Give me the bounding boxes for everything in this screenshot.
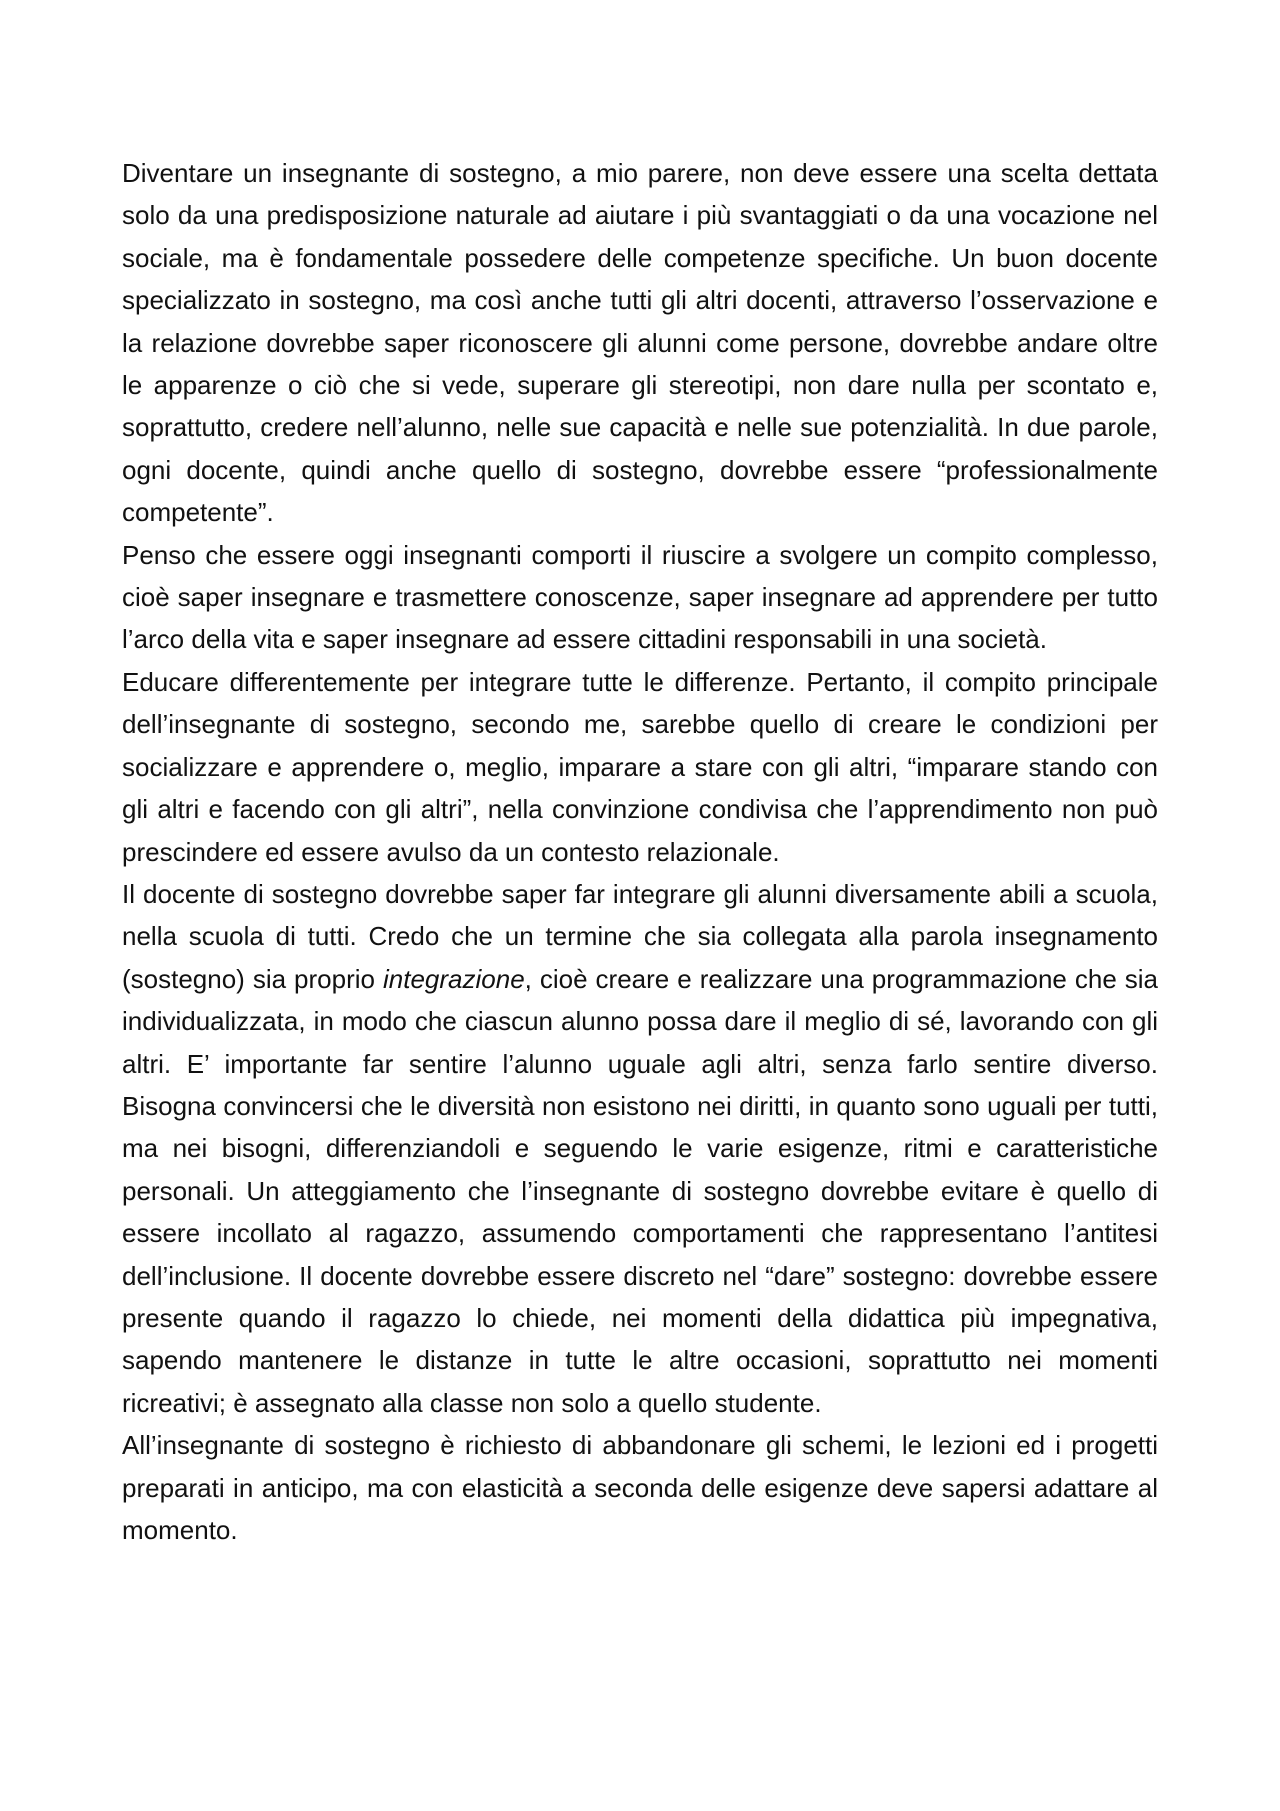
paragraph-1: Diventare un insegnante di sostegno, a mio parere, non deve essere una scelta dettata solo da una predisposizione naturale ad aiutare i più svantaggiati o da una vocazione nel sociale, ma è fondamentale possedere delle competenze specifiche. Un buon docente specializzato in sostegno, ma così anche tutti gli altri docenti, attraverso l’osservazione e la relazione dovrebbe saper riconoscere gli alunni come persone, dovrebbe andare oltre le apparenze o ciò che si vede, superare gli stereotipi, non dare nulla per scontato e, soprattutto, credere nell’alunno, nelle sue capacità e nelle sue potenzialità. In due parole, ogni docente, quindi anche quello di sostegno, dovrebbe essere “professionalmente competente”. [122,158,1158,528]
paragraph-3: Educare differentemente per integrare tutte le differenze. Pertanto, il compito principale dell’insegnante di sostegno, secondo me, sarebbe quello di creare le condizioni per socializzare e apprendere o, meglio, imparare a stare con gli altri, “imparare stando con gli altri e facendo con gli altri”, nella convinzione condivisa che l’apprendimento non può prescindere ed essere avulso da un contesto relazionale. [122,666,1158,867]
paragraph-4-emphasis: integrazione [383,963,525,994]
paragraph-2: Penso che essere oggi insegnanti comporti il riuscire a svolgere un compito complesso, cioè saper insegnare e trasmettere conoscenze, saper insegnare ad apprendere per tutto l’arco della vita e saper insegnare ad essere cittadini responsabili in una società. [122,539,1158,655]
document-body [122,152,1158,1551]
paragraph-4 [122,873,1158,1424]
paragraph-4-text-after: , cioè creare e realizzare una programmazione che sia individualizzata, in modo che ciascun alunno possa dare il meglio di sé, lavorando con gli altri. E’ importante far sentire l’alunno uguale agli altri, senza farlo sentire diverso. Bisogna convincersi che le diversità non esistono nei diritti, in quanto sono uguali per tutti, ma nei bisogni, differenziandoli e seguendo le varie esigenze, ritmi e caratteristiche personali. Un atteggiamento che l’insegnante di sostegno dovrebbe evitare è quello di essere incollato al ragazzo, assumendo comportamenti che rappresentano l’antitesi dell’inclusione. Il docente dovrebbe essere discreto nel “dare” sostegno: dovrebbe essere presente quando il ragazzo lo chiede, nei momenti della didattica più impegnativa, sapendo mantenere le distanze in tutte le altre occasioni, soprattutto nei momenti ricreativi; è assegnato alla classe non solo a quello studente. [122,963,1159,1418]
paragraph-4-text-before: Il docente di sostegno dovrebbe saper far integrare gli alunni diversamente abili a scuola, nella scuola di tutti. Credo che un termine che sia collegata alla parola insegnamento (sostegno) sia proprio [122,878,1158,994]
paragraph-5: All’insegnante di sostegno è richiesto di abbandonare gli schemi, le lezioni ed i progetti preparati in anticipo, ma con elasticità a seconda delle esigenze deve sapersi adattare al momento. [122,1430,1158,1545]
